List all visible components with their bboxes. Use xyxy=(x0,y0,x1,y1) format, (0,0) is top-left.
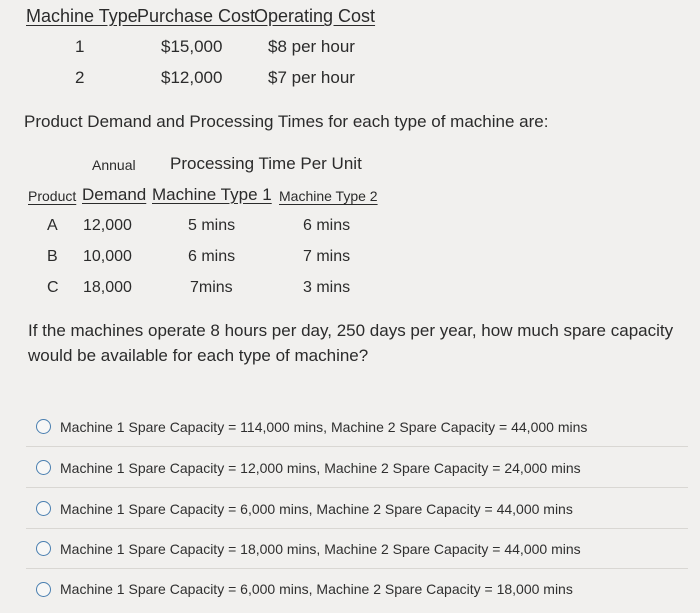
operating-cost-cell: $8 per hour xyxy=(268,37,355,56)
radio-button[interactable] xyxy=(36,541,51,556)
m2-time-cell: 7 mins xyxy=(303,248,351,265)
col-machine-type-1: Machine Type 1 xyxy=(152,185,272,204)
radio-button[interactable] xyxy=(36,419,51,434)
machine-type-cell: 2 xyxy=(75,68,85,87)
answer-option-label: Machine 1 Spare Capacity = 114,000 mins, Machine 2 Spare Capacity = 44,000 mins xyxy=(60,418,588,435)
operating-cost-cell: $7 per hour xyxy=(268,68,355,87)
answer-option-label: Machine 1 Spare Capacity = 6,000 mins, Machine 2 Spare Capacity = 44,000 mins xyxy=(60,500,573,517)
radio-button[interactable] xyxy=(36,582,51,597)
m2-time-cell: 3 mins xyxy=(303,279,351,296)
header-processing-time: Processing Time Per Unit xyxy=(170,154,362,173)
demand-cell: 12,000 xyxy=(83,217,132,234)
purchase-cost-cell: $12,000 xyxy=(161,68,223,87)
purchase-cost-cell: $15,000 xyxy=(161,37,223,56)
product-cell: C xyxy=(47,279,59,296)
machine-type-cell: 1 xyxy=(75,37,85,56)
demand-intro-text: Product Demand and Processing Times for each type of machine are: xyxy=(24,112,549,131)
product-cell: A xyxy=(47,217,58,234)
answer-option-label: Machine 1 Spare Capacity = 12,000 mins, Machine 2 Spare Capacity = 24,000 mins xyxy=(60,459,581,476)
m1-time-cell: 6 mins xyxy=(188,248,236,265)
demand-cell: 10,000 xyxy=(83,248,132,265)
header-operating-cost: Operating Cost xyxy=(254,6,376,26)
answer-option[interactable] xyxy=(26,569,688,609)
answer-option[interactable] xyxy=(26,448,688,488)
answer-option-label: Machine 1 Spare Capacity = 18,000 mins, Machine 2 Spare Capacity = 44,000 mins xyxy=(60,540,581,557)
col-machine-type-2: Machine Type 2 xyxy=(279,188,378,204)
m1-time-cell: 7mins xyxy=(190,279,233,296)
radio-button[interactable] xyxy=(36,460,51,475)
header-purchase-cost: Purchase Cost xyxy=(137,6,256,26)
header-machine-type: Machine Type xyxy=(26,6,138,26)
col-product: Product xyxy=(28,188,77,204)
demand-cell: 18,000 xyxy=(83,279,132,296)
radio-button[interactable] xyxy=(36,501,51,516)
m2-time-cell: 6 mins xyxy=(303,217,351,234)
question-line-2: would be available for each type of machine? xyxy=(28,346,369,365)
answer-option[interactable] xyxy=(26,489,688,529)
m1-time-cell: 5 mins xyxy=(188,217,236,234)
col-demand: Demand xyxy=(82,185,147,204)
header-annual: Annual xyxy=(92,157,136,173)
answer-option[interactable] xyxy=(26,529,688,569)
answer-option[interactable] xyxy=(26,407,688,447)
question-line-1: If the machines operate 8 hours per day, 250 days per year, how much spare capacity xyxy=(28,321,674,340)
answer-option-label: Machine 1 Spare Capacity = 6,000 mins, Machine 2 Spare Capacity = 18,000 mins xyxy=(60,581,573,597)
product-cell: B xyxy=(47,248,58,265)
